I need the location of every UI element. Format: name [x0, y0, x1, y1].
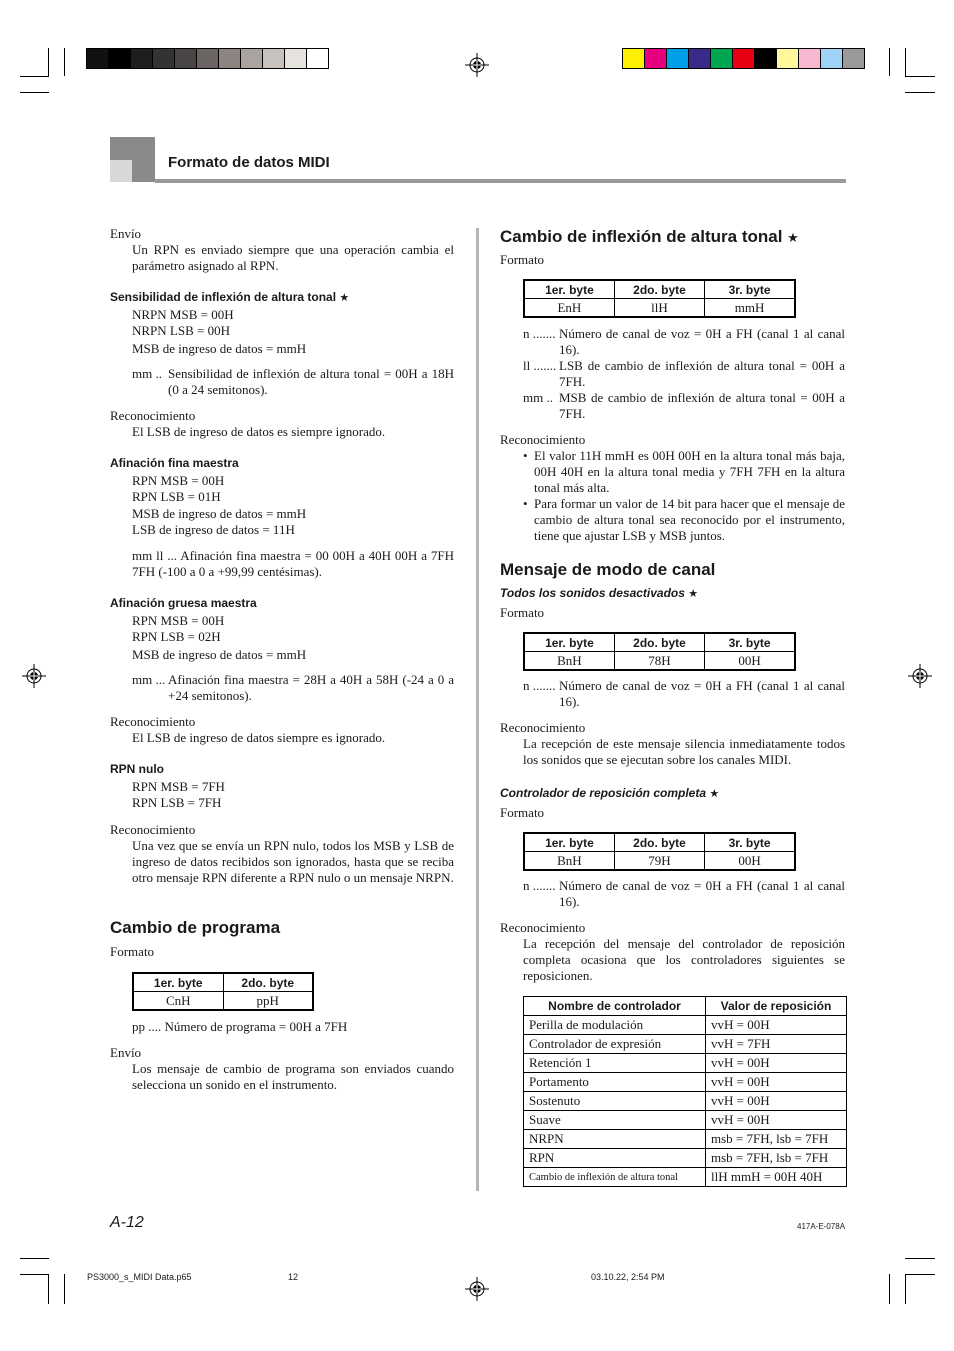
label-formato: Formato: [500, 252, 545, 267]
param-line: RPN MSB = 00H: [132, 613, 225, 628]
table-cell: CnH: [133, 992, 223, 1011]
crop-mark: [64, 1274, 65, 1304]
note-key: mm ..: [523, 390, 553, 405]
header-decoration: [110, 160, 132, 182]
table-cell: 78H: [614, 652, 704, 671]
table-cell: vvH = 00H: [706, 1054, 847, 1073]
registration-mark-icon: [465, 53, 489, 77]
color-swatch: [306, 48, 329, 69]
color-swatch: [218, 48, 241, 69]
param-line: NRPN MSB = 00H: [132, 307, 234, 322]
table-cell: 00H: [705, 852, 795, 871]
page-section-title: Formato de datos MIDI: [168, 154, 330, 171]
crop-mark: [905, 92, 935, 93]
table-cell: RPN: [524, 1149, 706, 1168]
note-key: n .......: [523, 326, 556, 341]
label-reconocimiento: Reconocimiento: [110, 822, 196, 837]
table-cell: vvH = 00H: [706, 1092, 847, 1111]
crop-mark: [889, 48, 890, 76]
table-cell: llH: [614, 299, 704, 318]
color-swatch: [710, 48, 733, 69]
table-cell: NRPN: [524, 1130, 706, 1149]
table-cell: llH mmH = 00H 40H: [706, 1168, 847, 1187]
table-row: [524, 1130, 847, 1149]
param-line: MSB de ingreso de datos = mmH: [132, 647, 307, 662]
table-cell: Suave: [524, 1111, 706, 1130]
crop-mark: [889, 1274, 890, 1304]
param-line: NRPN LSB = 00H: [132, 323, 230, 338]
table-row: [524, 1035, 847, 1054]
table-header: 1er. byte: [524, 633, 614, 652]
table-cell: Portamento: [524, 1073, 706, 1092]
note-text: Número de canal de voz = 0H a FH (canal 1 al canal 16).: [559, 878, 845, 909]
heading-cambio-de-programa: Cambio de programa: [110, 918, 281, 937]
param-line: RPN LSB = 01H: [132, 489, 221, 504]
color-swatch: [688, 48, 711, 69]
table-cell: BnH: [524, 852, 614, 871]
file-name: PS3000_s_MIDI Data.p65: [87, 1272, 192, 1282]
crop-mark: [905, 76, 935, 77]
crop-mark: [20, 1258, 49, 1259]
note-text: MSB de cambio de inflexión de altura tonal = 00H a 7FH.: [559, 390, 845, 421]
registration-mark-icon: [22, 664, 46, 688]
color-swatch: [754, 48, 777, 69]
color-swatch: [644, 48, 667, 69]
table-row: [524, 1092, 847, 1111]
crop-mark: [905, 1274, 906, 1304]
table-header: 1er. byte: [133, 973, 223, 992]
timestamp: 03.10.22, 2:54 PM: [591, 1272, 665, 1282]
all-sound-off-format-table: [523, 632, 796, 671]
table-cell: 79H: [614, 852, 704, 871]
label-formato: Formato: [110, 944, 155, 959]
heading-mensaje-de-modo: Mensaje de modo de canal: [500, 560, 716, 579]
table-row: [524, 1016, 847, 1035]
table-header: 3r. byte: [705, 833, 795, 852]
note-key: n .......: [523, 878, 556, 893]
color-swatch: [174, 48, 197, 69]
table-row: [524, 1111, 847, 1130]
table-header: 2do. byte: [223, 973, 313, 992]
param-line: MSB de ingreso de datos = mmH: [132, 506, 307, 521]
table-header: 1er. byte: [524, 833, 614, 852]
param-line: LSB de ingreso de datos = 11H: [132, 522, 295, 537]
note-text: pp .... Número de programa = 00H a 7FH: [132, 1019, 348, 1034]
paragraph: Un RPN es enviado siempre que una operación cambia el parámetro asignado al RPN.: [132, 242, 454, 273]
paragraph: El LSB de ingreso de datos siempre es ignorado.: [132, 730, 386, 745]
table-cell: BnH: [524, 652, 614, 671]
heading-cambio-de-inflexion: Cambio de inflexión de altura tonal ★: [500, 227, 799, 246]
table-cell: Retención 1: [524, 1054, 706, 1073]
color-swatch: [86, 48, 109, 69]
subheading-todos-los-sonidos: Todos los sonidos desactivados ★: [500, 586, 699, 600]
label-reconocimiento: Reconocimiento: [500, 432, 586, 447]
color-swatch: [776, 48, 799, 69]
label-reconocimiento: Reconocimiento: [110, 408, 196, 423]
table-cell: Sostenuto: [524, 1092, 706, 1111]
table-cell: Perilla de modulación: [524, 1016, 706, 1035]
table-header: 3r. byte: [705, 280, 795, 299]
table-cell: vvH = 00H: [706, 1073, 847, 1092]
table-header: 2do. byte: [614, 633, 704, 652]
table-cell: ppH: [223, 992, 313, 1011]
label-reconocimiento: Reconocimiento: [110, 714, 196, 729]
crop-mark: [20, 1274, 49, 1275]
param-line: RPN LSB = 02H: [132, 629, 221, 644]
note-text: Número de canal de voz = 0H a FH (canal 1 al canal 16).: [559, 678, 845, 709]
bullet-text: Para formar un valor de 14 bit para hacer que el mensaje de cambio de altura tonal sea reconocido por el instrumento, tiene que ajustar LSB y MSB juntos.: [534, 496, 845, 543]
table-cell: EnH: [524, 299, 614, 318]
color-swatch: [666, 48, 689, 69]
crop-mark: [20, 92, 49, 93]
table-cell: vvH = 00H: [706, 1111, 847, 1130]
reset-all-controllers-format-table: [523, 832, 796, 871]
color-swatch: [240, 48, 263, 69]
color-swatch: [196, 48, 219, 69]
paragraph: El LSB de ingreso de datos es siempre ignorado.: [132, 424, 386, 439]
table-row: [524, 1054, 847, 1073]
registration-mark-icon: [908, 664, 932, 688]
table-header: Nombre de controlador: [524, 997, 706, 1016]
color-swatch: [732, 48, 755, 69]
bullet-icon: •: [523, 496, 528, 511]
table-header: Valor de reposición: [706, 997, 847, 1016]
table-cell: vvH = 7FH: [706, 1035, 847, 1054]
table-header: 2do. byte: [614, 833, 704, 852]
note-key: mm ...: [132, 672, 166, 687]
paragraph: La recepción del mensaje del controlador de reposición completa ocasiona que los controladores siguientes se reposicionen.: [523, 936, 845, 983]
header-rule: [155, 179, 846, 183]
crop-mark: [48, 48, 49, 76]
registration-mark-icon: [465, 1277, 489, 1301]
program-change-format-table: [132, 972, 314, 1011]
table-cell: Cambio de inflexión de altura tonal: [524, 1168, 706, 1187]
document-code: 417A-E-078A: [797, 1222, 846, 1231]
table-row: [524, 1168, 847, 1187]
crop-mark: [48, 1274, 49, 1304]
controller-reset-table: [523, 996, 847, 1187]
color-swatch: [622, 48, 645, 69]
note-text: mm ll ... Afinación fina maestra = 00 00H a 40H 00H a 7FH 7FH (-100 a 0 a +99,99 centésimas).: [132, 548, 454, 579]
note-key: mm ..: [132, 366, 162, 381]
table-cell: msb = 7FH, lsb = 7FH: [706, 1149, 847, 1168]
paragraph: Los mensaje de cambio de programa son enviados cuando selecciona un sonido en el instrumento.: [132, 1061, 454, 1092]
table-row: [524, 1073, 847, 1092]
color-swatch: [262, 48, 285, 69]
bullet-text: El valor 11H mmH es 00H 00H en la altura tonal más baja, 00H 40H en la altura tonal media y 7FH 7FH en la altura tonal más alta.: [534, 448, 845, 495]
crop-mark: [905, 1258, 935, 1259]
pitch-bend-format-table: [523, 279, 796, 318]
color-swatch: [108, 48, 131, 69]
param-line: RPN LSB = 7FH: [132, 795, 222, 810]
table-row: [524, 1149, 847, 1168]
param-line: MSB de ingreso de datos = mmH: [132, 341, 307, 356]
paragraph: Una vez que se envía un RPN nulo, todos los MSB y LSB de ingreso de datos recibidos son ignorados, hasta que se reciba otro mensaje RPN diferente a RPN nulo o un mensaje NRPN.: [132, 838, 454, 885]
paragraph: La recepción de este mensaje silencia inmediatamente todos los sonidos que se ejecutan sobre los canales MIDI.: [523, 736, 845, 767]
color-swatch: [820, 48, 843, 69]
subheading-controlador-de-reposicion: Controlador de reposición completa ★: [500, 786, 720, 800]
subheading-afinacion-gruesa: Afinación gruesa maestra: [110, 596, 257, 610]
table-header: 3r. byte: [705, 633, 795, 652]
label-formato: Formato: [500, 805, 545, 820]
column-divider: [476, 228, 479, 1191]
label-envio: Envío: [110, 1045, 142, 1060]
table-cell: Controlador de expresión: [524, 1035, 706, 1054]
crop-mark: [905, 1274, 935, 1275]
crop-mark: [20, 76, 49, 77]
note-key: n .......: [523, 678, 556, 693]
note-key: ll .......: [523, 358, 557, 373]
label-reconocimiento: Reconocimiento: [500, 920, 586, 935]
file-page: 12: [288, 1272, 299, 1282]
crop-mark: [905, 48, 906, 76]
color-swatch: [152, 48, 175, 69]
page-number: A-12: [110, 1214, 144, 1231]
color-swatch: [284, 48, 307, 69]
note-text: Número de canal de voz = 0H a FH (canal 1 al canal 16).: [559, 326, 845, 357]
color-swatch: [798, 48, 821, 69]
table-cell: mmH: [705, 299, 795, 318]
label-envio: Envío: [110, 226, 142, 241]
label-reconocimiento: Reconocimiento: [500, 720, 586, 735]
table-cell: 00H: [705, 652, 795, 671]
table-header: 1er. byte: [524, 280, 614, 299]
table-cell: vvH = 00H: [706, 1016, 847, 1035]
subheading-afinacion-fina: Afinación fina maestra: [110, 456, 239, 470]
bullet-icon: •: [523, 448, 528, 463]
note-text: Afinación fina maestra = 28H a 40H a 58H (-24 a 0 a +24 semitonos).: [168, 672, 454, 703]
color-swatch: [130, 48, 153, 69]
param-line: RPN MSB = 7FH: [132, 779, 225, 794]
table-cell: msb = 7FH, lsb = 7FH: [706, 1130, 847, 1149]
color-swatch: [842, 48, 865, 69]
table-header: 2do. byte: [614, 280, 704, 299]
crop-mark: [64, 48, 65, 76]
param-line: RPN MSB = 00H: [132, 473, 225, 488]
note-text: Sensibilidad de inflexión de altura tonal = 00H a 18H (0 a 24 semitonos).: [168, 366, 454, 397]
subheading-sensibilidad: Sensibilidad de inflexión de altura tonal ★: [110, 290, 350, 304]
label-formato: Formato: [500, 605, 545, 620]
subheading-rpn-nulo: RPN nulo: [110, 762, 164, 776]
note-text: LSB de cambio de inflexión de altura tonal = 00H a 7FH.: [559, 358, 845, 389]
